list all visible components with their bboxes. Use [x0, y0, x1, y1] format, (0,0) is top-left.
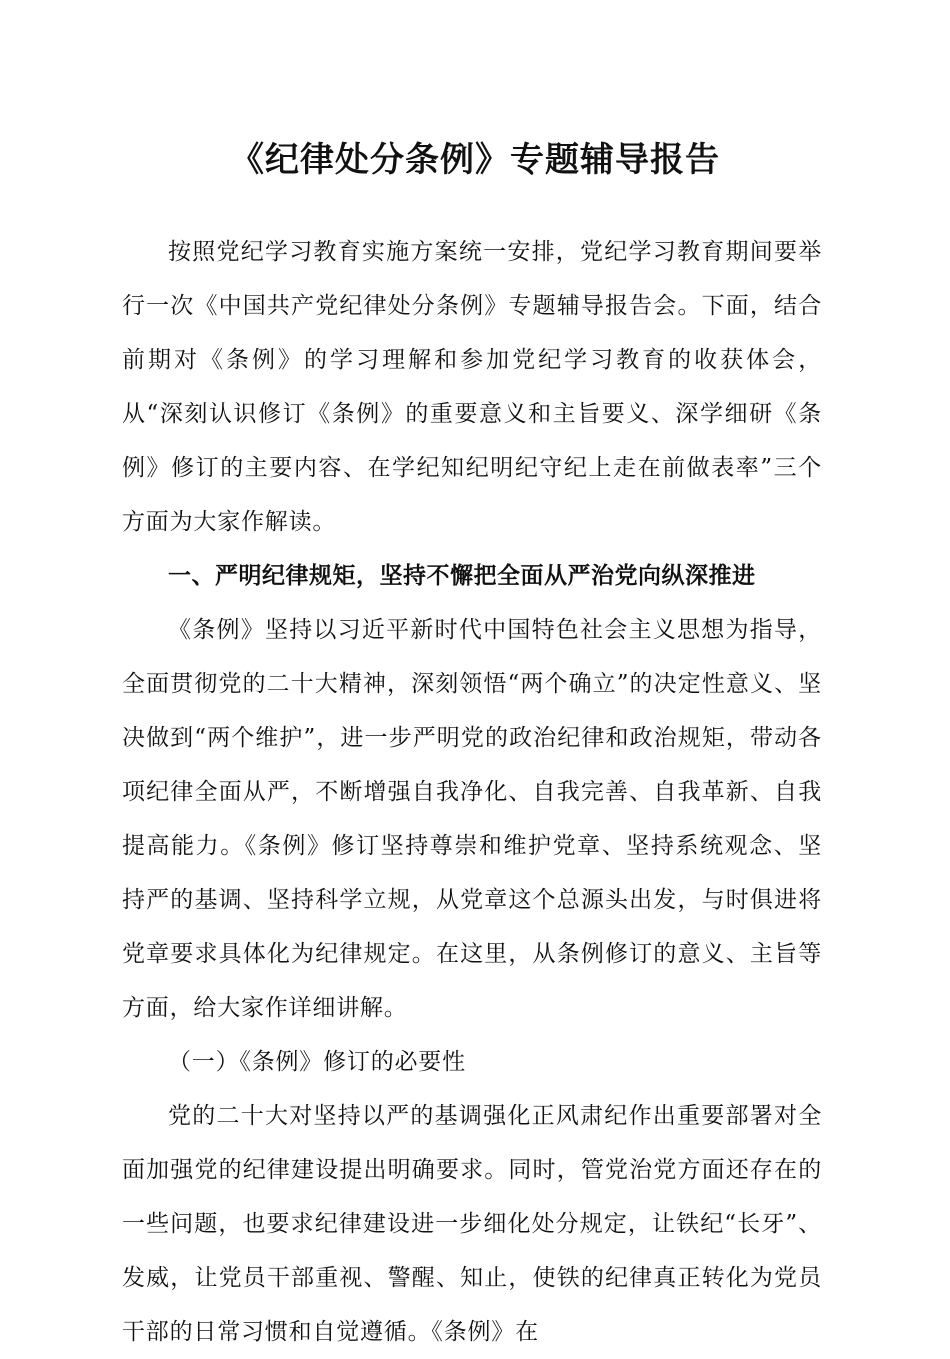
section-1-paragraph: 《条例》坚持以习近平新时代中国特色社会主义思想为指导，全面贯彻党的二十大精神，深刻领悟“两个确立”的决定性意义、坚决做到“两个维护”，进一步严明党的政治纪律和政治规矩，带动各项纪律全面从严，不断增强自我净化、自我完善、自我革新、自我提高能力。《条例》修订坚持尊崇和维护党章、坚持系统观念、坚持严的基调、坚持科学立规，从党章这个总源头出发，与时俱进将党章要求具体化为纪律规定。在这里，从条例修订的意义、主旨等方面，给大家作详细讲解。 [122, 617, 822, 1021]
subsection-heading-1: （一）《条例》修订的必要性 [168, 1049, 466, 1075]
document-body [122, 225, 822, 1359]
section-heading-1: 一、严明纪律规矩，坚持不懈把全面从严治党向纵深推进 [168, 562, 756, 589]
subsection-1-paragraph: 党的二十大对坚持以严的基调强化正风肃纪作出重要部署对全面加强党的纪律建设提出明确要求。同时，管党治党方面还存在的一些问题，也要求纪律建设进一步细化处分规定，让铁纪“长牙”、发威，让党员干部重视、警醒、知止，使铁的纪律真正转化为党员干部的日常习惯和自觉遵循。《条例》在 [122, 1103, 822, 1345]
intro-paragraph: 按照党纪学习教育实施方案统一安排，党纪学习教育期间要举行一次《中国共产党纪律处分条例》专题辅导报告会。下面，结合前期对《条例》的学习理解和参加党纪学习教育的收获体会，从“深刻认识修订《条例》的重要意义和主旨要义、深学细研《条例》修订的主要内容、在学纪知纪明纪守纪上走在前做表率”三个方面为大家作解读。 [122, 239, 822, 535]
document-title: 《纪律处分条例》专题辅导报告 [230, 140, 720, 180]
